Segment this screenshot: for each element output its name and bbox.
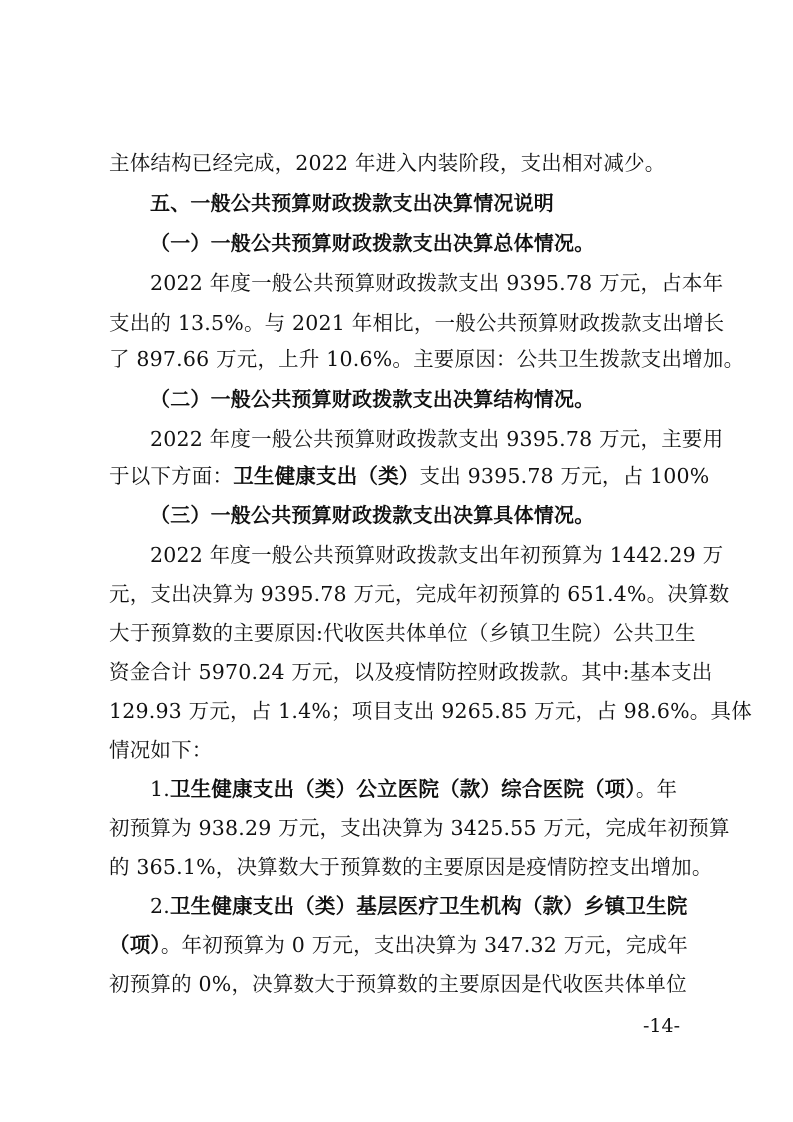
bold-item-title: 卫生健康支出（类）基层医疗卫生机构（款）乡镇卫生院: [169, 894, 688, 918]
bold-item-title: （项）: [109, 933, 161, 957]
paragraph-line: 2022 年度一般公共预算财政拨款支出年初预算为 1442.29 万: [150, 543, 724, 567]
paragraph-line: 资金合计 5970.24 万元，以及疫情防控财政拨款。其中:基本支出: [109, 660, 713, 684]
paragraph-line: [150, 892, 693, 920]
list-number: 2.: [150, 894, 170, 918]
paragraph-line: 129.93 万元，占 1.4%；项目支出 9265.85 万元，占 98.6%。具体: [109, 699, 752, 723]
paragraph-line: 情况如下：: [109, 738, 213, 762]
subsection-heading: （一）一般公共预算财政拨款支出决算总体情况。: [150, 231, 595, 255]
page-number: -14-: [643, 1015, 681, 1037]
paragraph-line: [109, 931, 693, 959]
bold-category: 卫生健康支出（类）: [233, 464, 420, 488]
paragraph-line: 元，支出决算为 9395.78 万元，完成年初预算的 651.4%。决算数: [109, 582, 730, 606]
text-run: 支出 9395.78 万元，占 100%: [419, 464, 710, 488]
list-number: 1.: [150, 777, 170, 801]
paragraph-line: 2022 年度一般公共预算财政拨款支出 9395.78 万元，主要用: [150, 427, 724, 451]
text-run: 。年初预算为 0 万元，支出决算为 347.32 万元，完成年: [160, 933, 688, 957]
paragraph-line: 初预算的 0%，决算数大于预算数的主要原因是代收医共体单位: [109, 972, 687, 996]
paragraph-line: [150, 775, 693, 803]
section-heading: 五、一般公共预算财政拨款支出决算情况说明: [150, 191, 554, 215]
bold-item-title: 卫生健康支出（类）公立医院（款）综合医院（项）: [169, 777, 636, 801]
paragraph-line: 大于预算数的主要原因:代收医共体单位（乡镇卫生院）公共卫生: [109, 621, 696, 645]
paragraph-line: 2022 年度一般公共预算财政拨款支出 9395.78 万元，占本年: [150, 271, 724, 295]
subsection-heading: （二）一般公共预算财政拨款支出决算结构情况。: [150, 387, 595, 411]
paragraph-line: 初预算为 938.29 万元，支出决算为 3425.55 万元，完成年初预算: [109, 816, 730, 840]
subsection-heading: （三）一般公共预算财政拨款支出决算具体情况。: [150, 503, 595, 527]
paragraph-line: 支出的 13.5%。与 2021 年相比，一般公共预算财政拨款支出增长: [109, 311, 725, 335]
text-run: 于以下方面：: [109, 464, 234, 488]
paragraph-line: 了 897.66 万元，上升 10.6%。主要原因：公共卫生拨款支出增加。: [109, 347, 745, 371]
paragraph-line: 的 365.1%，决算数大于预算数的主要原因是疫情防控支出增加。: [109, 855, 713, 879]
paragraph-line: [109, 462, 710, 490]
paragraph-line: 主体结构已经完成，2022 年进入内装阶段，支出相对减少。: [109, 151, 666, 175]
text-run: 。年: [635, 777, 678, 801]
